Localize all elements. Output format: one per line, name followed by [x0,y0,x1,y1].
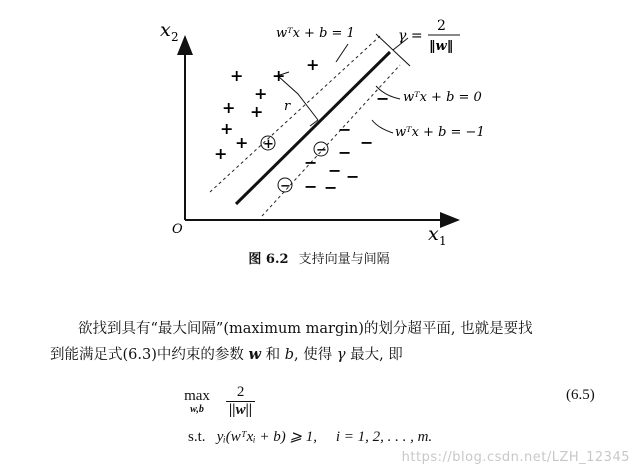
plus-point: + [222,98,236,117]
text-run: 最大, 即 [345,347,403,363]
equation-number: (6.5) [566,387,595,403]
watermark: https://blog.csdn.net/LZH_12345 [401,450,630,465]
minus-point: − [304,177,318,196]
body-paragraph [50,316,610,368]
text-run: 和 [260,347,285,363]
support-vector-positive-sign: + [263,137,274,152]
figure-caption-text: 支持向量与间隔 [298,252,390,267]
gamma-label: γ = [398,28,423,44]
minus-point: − [360,133,374,152]
symbol-w: w [248,346,261,363]
y-axis-label: x [160,19,171,41]
label-hyperplane-plus-one: wᵀx + b = 1 [276,26,355,41]
minus-point: − [338,120,352,139]
label-hyperplane-zero: wᵀx + b = 0 [403,90,482,105]
origin-label: O [172,222,183,237]
plus-point: + [220,119,234,138]
minus-point: − [304,153,318,172]
figure-caption [0,248,638,267]
plus-point: + [272,66,286,85]
max-operator [180,388,214,415]
symbol-b: b [284,347,294,363]
constraint-lhs: yᵢ(wᵀxᵢ + b) ⩾ 1, [216,429,318,445]
label-hyperplane-minus-one: wᵀx + b = −1 [395,125,485,140]
paragraph-line-2 [50,342,610,368]
plus-point: + [235,133,249,152]
plus-point: + [250,102,264,121]
x-axis-subscript: 1 [439,234,447,248]
st-label: s.t. [188,429,206,445]
text-run: 到能满足式(6.3)中约束的参数 [50,347,249,363]
gamma-denominator: ‖w‖ [429,39,454,54]
constraint-rhs: i = 1, 2, . . . , m. [335,429,433,445]
pointer-minus-one [372,120,393,133]
plus-point: + [214,144,228,163]
x-axis-label: x [428,223,439,245]
paragraph-line-1: 欲找到具有“最大间隔”(maximum margin)的划分超平面, 也就是要找 [78,321,533,337]
plus-point: + [306,55,320,74]
r-label: r [284,99,291,114]
support-vector-negative-sign: − [316,143,327,158]
text-run: , 使得 [293,347,337,363]
minus-point: − [376,89,390,108]
minus-point: − [338,143,352,162]
minus-point: − [346,167,360,186]
support-vector-negative-sign: − [280,179,291,194]
max-subscript: w,b [190,404,204,415]
equation-objective [180,384,580,424]
equation-constraint [188,427,432,446]
minus-point: − [324,178,338,197]
gamma-numerator: 2 [437,18,446,34]
plus-point: + [230,66,244,85]
symbol-gamma: γ [336,347,346,363]
fraction-denominator: ||w|| [229,402,253,418]
plus-point: + [254,84,268,103]
objective-fraction [226,384,255,419]
pointer-plus-one [336,44,348,62]
figure-number: 图 6.2 [248,252,289,267]
minus-point: − [328,161,342,180]
y-axis-subscript: 2 [171,30,179,44]
fraction-numerator: 2 [226,384,255,402]
max-label: max [184,388,210,404]
